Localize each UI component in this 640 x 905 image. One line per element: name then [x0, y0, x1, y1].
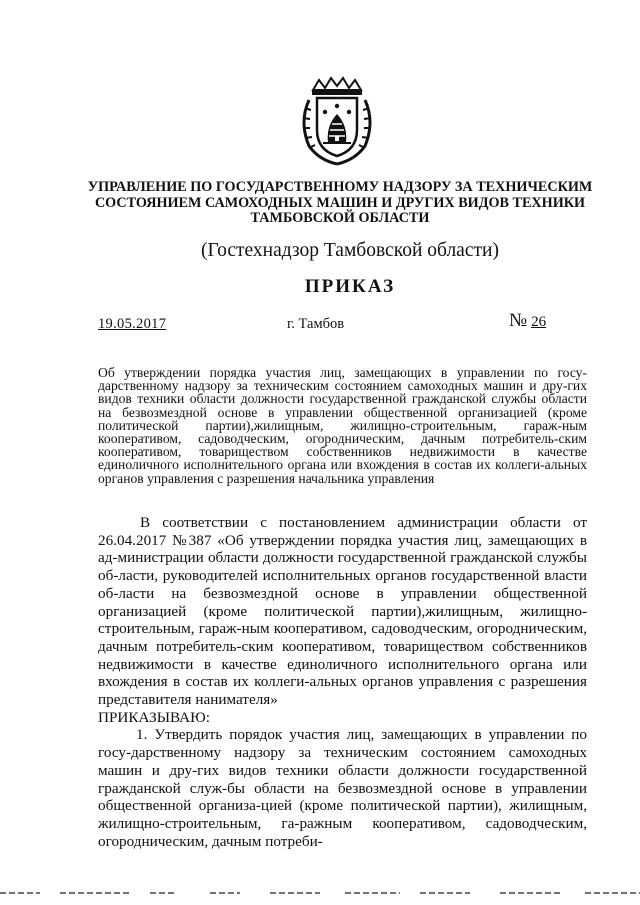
agency-line: ТАМБОВСКОЙ ОБЛАСТИ	[250, 210, 430, 226]
agency-line: СОСТОЯНИЕМ САМОХОДНЫХ МАШИН И ДРУГИХ ВИДОВ ТЕХНИКИ	[94, 194, 586, 211]
order-body	[98, 514, 587, 850]
agency-short-name: (Гостехнадзор Тамбовской области)	[201, 240, 499, 261]
document-type-title: ПРИКАЗ	[304, 276, 396, 297]
agency-name	[60, 180, 620, 227]
order-date: 19.05.2017	[98, 316, 167, 332]
agency-line: УПРАВЛЕНИЕ ПО ГОСУДАРСТВЕННОМУ НАДЗОРУ ЗА ТЕХНИЧЕСКИМ	[87, 179, 593, 195]
preamble-paragraph: В соответствии с постановлением администрации области от 26.04.2017 №387 «Об утверждении порядка участия лиц, замещающих в ад-министрации области должности государственной гражданской службы об-ласти, руководителей исполнительных органов государственной власти об-ласти на безвозмездной основе в управлении общественной организацией (кроме политической партии),жилищным, жилищно-строительным, гараж-ным кооперативом, садоводческим, огородническим, дачным потребитель-ским кооперативом, товариществом собственников недвижимости в качестве единоличного исполнительного органа или вхождения в состав их коллеги-альных органов управления с разрешения представителя нанимателя»	[98, 514, 587, 709]
order-item-1: 1. Утвердить порядок участия лиц, замещающих в управлении по госу-дарственному надзору за техническим состоянием самоходных машин и дру-гих видов техники области должности государственной гражданской служ-бы области на безвозмездной основе в управлении общественной организа-цией (кроме политической партии), жилищным, жилищно-строительным, га-ражным кооперативом, садоводческим, огородническим, дачным потреби-	[98, 726, 587, 850]
coat-of-arms-icon	[295, 76, 379, 166]
order-city: г. Тамбов	[287, 316, 345, 332]
decree-word: ПРИКАЗЫВАЮ:	[98, 708, 210, 726]
order-number-value: 26	[531, 314, 547, 330]
order-number	[509, 310, 546, 332]
number-sign: №	[509, 310, 528, 331]
order-subject: Об утверждении порядка участия лиц, замещающих в управлении по госу-дарственному надзору за техническим состоянием самоходных машин и дру-гих видов техники области должности государственной гражданской службы области на безвозмездной основе в управлении общественной организацией (кроме политической партии),жилищным, жилищно-строительным, гараж-ным кооперативом, садоводческим, огородническим, дачным потребитель-ским кооперативом, товариществом собственников недвижимости в качестве единоличного исполнительного органа или вхождения в состав их коллеги-альных органов управления с разрешения начальника управления	[98, 365, 587, 486]
scan-artifact-line	[0, 890, 640, 896]
